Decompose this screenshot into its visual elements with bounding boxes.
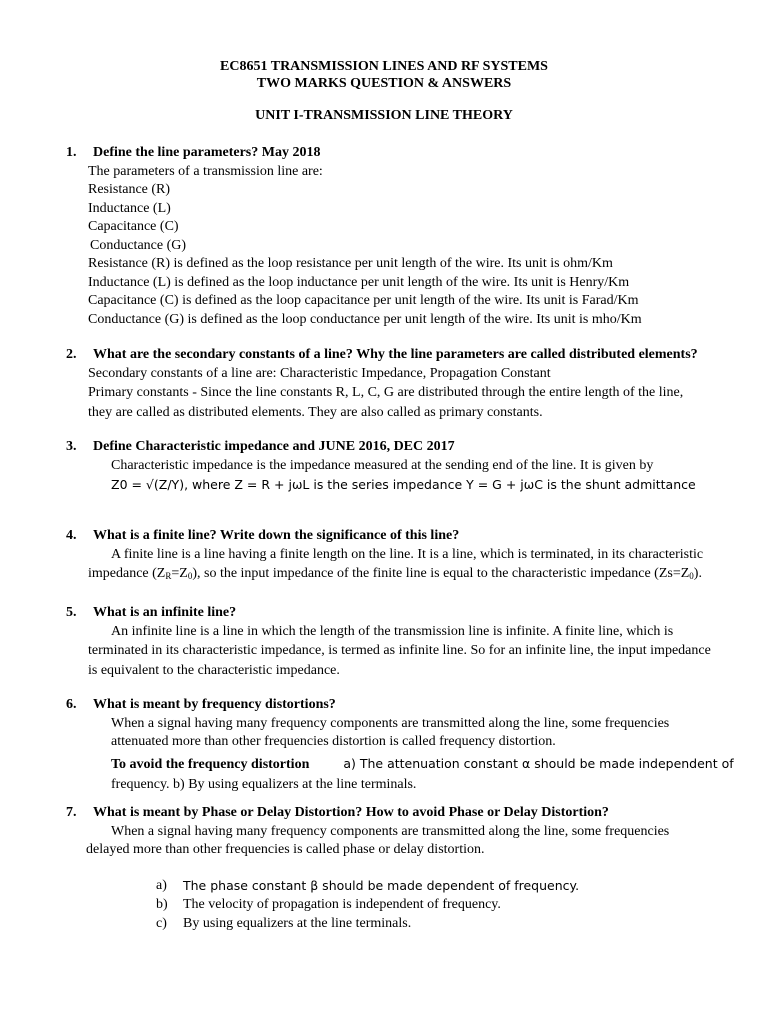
question-number: 4. — [66, 528, 77, 543]
question-number: 2. — [66, 347, 77, 362]
list-item: b) The velocity of propagation is independent of frequency. — [156, 897, 501, 912]
answer-line: Characteristic impedance is the impedance measured at the sending end of the line. It is given by — [111, 457, 654, 473]
question-number: 6. — [66, 697, 77, 712]
question-text: What is a finite line? Write down the significance of this line? — [93, 528, 460, 543]
answer-line: frequency. b) By using equalizers at the line terminals. — [111, 777, 417, 792]
avoid-text: a) The attenuation constant α should be made independent of — [343, 755, 734, 771]
answer-line: is equivalent to the characteristic impedance. — [88, 662, 340, 678]
question-text: What are the secondary constants of a line? Why the line parameters are called distributed elements? — [93, 347, 698, 362]
answer-line: they are called as distributed elements. They are also called as primary constants. — [88, 404, 543, 420]
question-4-heading — [66, 527, 728, 546]
question-text: What is an infinite line? — [93, 605, 237, 620]
question-number: 3. — [66, 439, 77, 454]
course-title: EC8651 TRANSMISSION LINES AND RF SYSTEMS — [220, 59, 548, 74]
list-item: a) The phase constant β should be made dependent of frequency. — [156, 877, 580, 893]
question-6 — [66, 696, 734, 795]
answer-line: Secondary constants of a line are: Characteristic Impedance, Propagation Constant — [88, 365, 551, 381]
answer-line: attenuated more than other frequencies distortion is called frequency distortion. — [111, 734, 556, 749]
answer-line — [111, 755, 734, 775]
answer-line: Resistance (R) is defined as the loop resistance per unit length of the wire. Its unit is ohm/Km — [88, 256, 613, 271]
question-2-heading — [66, 346, 728, 365]
unit-heading: UNIT I-TRANSMISSION LINE THEORY — [255, 108, 513, 123]
answer-line: Conductance (G) is defined as the loop conductance per unit length of the wire. Its unit is mho/Km — [88, 311, 642, 327]
question-number: 7. — [66, 805, 77, 820]
question-3-heading — [66, 438, 728, 457]
answer-line: Capacitance (C) — [88, 219, 179, 234]
answer-line: An infinite line is a line in which the length of the transmission line is infinite. A finite line, which is — [111, 623, 674, 639]
question-2 — [66, 346, 728, 422]
answer-line: Resistance (R) — [88, 182, 171, 197]
answer-line: When a signal having many frequency components are transmitted along the line, some frequencies — [111, 715, 670, 731]
answer-line: The parameters of a transmission line are: — [88, 163, 323, 179]
answer-line: Inductance (L) — [88, 200, 171, 216]
answer-line: impedance $(Z_R=Z_0)$, so the input impedance of the finite line is equal to the characteristic impedance $(Zs=Z_0)$. — [88, 566, 702, 581]
answer-line: Conductance (G) — [90, 237, 187, 253]
question-number: 1. — [66, 145, 77, 160]
question-text: Define the line parameters? May 2018 — [93, 145, 321, 160]
answer-line: Primary constants - Since the line constants R, L, C, G are distributed through the entire length of the line, — [88, 385, 684, 400]
answer-line: A finite line is a line having a finite length on the line. It is a line, which is terminated, in its characteristic — [111, 546, 704, 562]
answer-line: terminated in its characteristic impedance, is termed as infinite line. So for an infinite line, the input impedance — [88, 643, 711, 658]
question-4 — [66, 527, 728, 586]
question-7-heading — [66, 804, 728, 823]
question-1 — [66, 144, 728, 329]
document-subtitle: TWO MARKS QUESTION & ANSWERS — [256, 76, 512, 91]
answer-line: When a signal having many frequency components are transmitted along the line, some frequencies — [111, 823, 670, 839]
answer-line: delayed more than other frequencies is called phase or delay distortion. — [86, 842, 485, 857]
question-5 — [66, 604, 728, 680]
answer-line: Inductance (L) is defined as the loop inductance per unit length of the wire. Its unit is Henry/Km — [88, 274, 630, 290]
answer-line: Capacitance (C) is defined as the loop capacitance per unit length of the wire. Its unit is Farad/Km — [88, 293, 639, 308]
question-text: What is meant by Phase or Delay Distortion? How to avoid Phase or Delay Distortion? — [93, 805, 609, 820]
list-item: c) By using equalizers at the line terminals. — [156, 915, 412, 931]
avoid-label: To avoid the frequency distortion — [111, 756, 310, 772]
question-5-heading — [66, 604, 728, 623]
question-3 — [66, 438, 728, 495]
question-text: Define Characteristic impedance and JUNE 2016, DEC 2017 — [93, 439, 455, 454]
avoid-list — [66, 877, 728, 934]
question-number: 5. — [66, 605, 77, 620]
question-1-heading — [66, 144, 728, 163]
question-7 — [66, 804, 728, 933]
formula-line: Z0 = √(Z/Y), where Z = R + jωL is the series impedance Y = G + jωC is the shunt admittance — [111, 477, 696, 492]
question-text: What is meant by frequency distortions? — [93, 697, 336, 712]
question-6-heading — [66, 696, 728, 715]
